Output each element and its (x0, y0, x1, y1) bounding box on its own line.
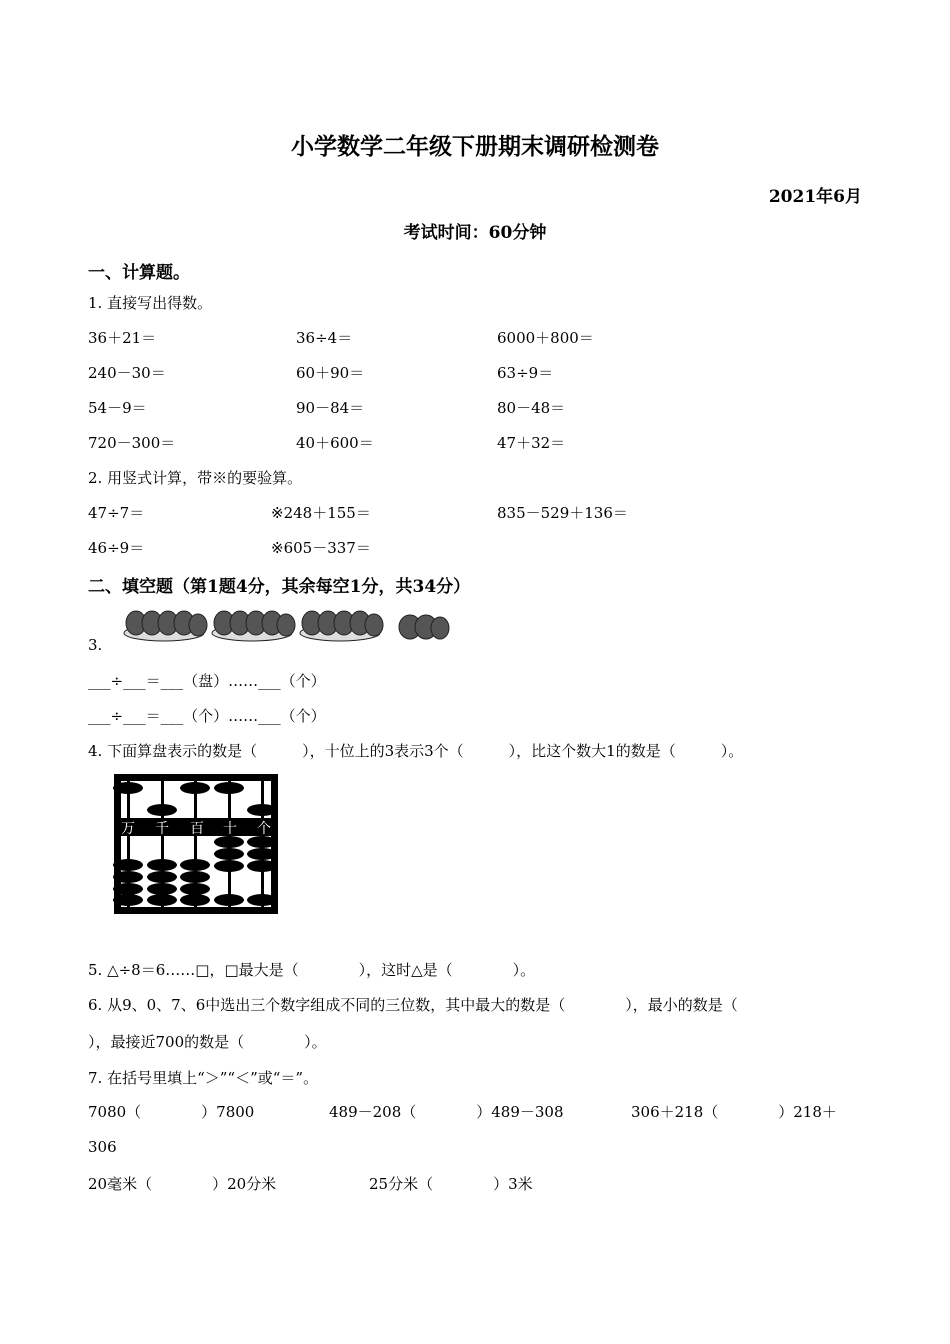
abacus-label-qian: 千 (155, 821, 169, 837)
q7-prompt: 7. 在括号里填上“＞”“＜”或“＝”。 (88, 1069, 319, 1087)
q1-item: 60＋90＝ (296, 364, 365, 382)
abacus-label-shi: 十 (223, 821, 237, 837)
q2-item: 47÷7＝ (88, 504, 145, 522)
q7-item: 489－208（ ）489－308 (329, 1103, 564, 1121)
q1-item: 6000＋800＝ (497, 329, 594, 347)
abacus-image (110, 772, 280, 916)
q3-number: 3. (88, 636, 103, 654)
abacus-label-bai: 百 (190, 821, 204, 837)
q1-item: 40＋600＝ (296, 434, 374, 452)
exam-date: 2021年6月 (768, 187, 862, 207)
q1-item: 90－84＝ (296, 399, 365, 417)
q3-line1: ___÷___＝___（盘）……___（个） (88, 672, 326, 690)
q7-item: 306＋218（ ）218＋ (631, 1103, 837, 1121)
q7-item-wrap: 306 (88, 1138, 117, 1156)
q1-item: 240－30＝ (88, 364, 166, 382)
q1-item: 63÷9＝ (497, 364, 554, 382)
exam-time: 考试时间：60分钟 (403, 223, 547, 243)
q2-item: 835－529＋136＝ (497, 504, 628, 522)
q4-text: 4. 下面算盘表示的数是（ ），十位上的3表示3个（ ），比这个数大1的数是（ ）。 (88, 742, 744, 760)
q2-item: ※605－337＝ (271, 539, 371, 557)
q2-item: ※248＋155＝ (271, 504, 371, 522)
q2-prompt: 2. 用竖式计算，带※的要验算。 (88, 469, 303, 487)
abacus-label-ge: 个 (257, 821, 271, 837)
abacus-label-wan: 万 (121, 821, 135, 837)
q7-item: 25分米（ ）3米 (369, 1175, 533, 1193)
fruit-plates-image (122, 605, 454, 645)
q1-prompt: 1. 直接写出得数。 (88, 294, 213, 312)
q7-item: 20毫米（ ）20分米 (88, 1175, 277, 1193)
q2-item: 46÷9＝ (88, 539, 145, 557)
q1-item: 720－300＝ (88, 434, 176, 452)
page-title: 小学数学二年级下册期末调研检测卷 (291, 133, 659, 160)
section2-heading: 二、填空题（第1题4分，其余每空1分，共34分） (88, 577, 471, 597)
q1-item: 36÷4＝ (296, 329, 353, 347)
q7-item: 7080（ ）7800 (88, 1103, 255, 1121)
q1-item: 47＋32＝ (497, 434, 566, 452)
section1-heading: 一、计算题。 (88, 263, 190, 283)
q1-item: 36＋21＝ (88, 329, 157, 347)
q3-line2: ___÷___＝___（个）……___（个） (88, 707, 326, 725)
q1-item: 54－9＝ (88, 399, 147, 417)
q6-line1: 6. 从9、0、7、6中选出三个数字组成不同的三位数，其中最大的数是（ ），最小的数是（ (88, 996, 738, 1014)
q6-line2: ），最接近700的数是（ ）。 (88, 1033, 327, 1051)
q5-text: 5. △÷8＝6……□，□最大是（ ），这时△是（ ）。 (88, 961, 536, 979)
q1-item: 80－48＝ (497, 399, 566, 417)
